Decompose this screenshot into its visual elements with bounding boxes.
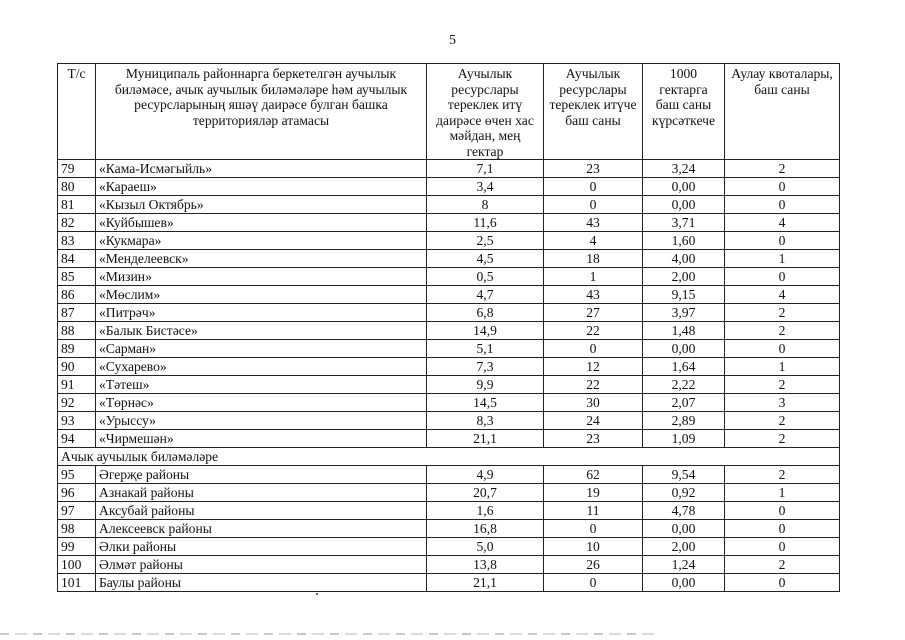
col-header-heads: Аучылык ресурслары тереклек итүче баш саны — [544, 64, 643, 160]
cell-area: 8 — [427, 196, 544, 214]
cell-area: 5,1 — [427, 340, 544, 358]
cell-quota: 2 — [725, 322, 840, 340]
cell-area: 5,0 — [427, 538, 544, 556]
cell-num: 82 — [58, 214, 96, 232]
cell-num: 100 — [58, 556, 96, 574]
cell-name: «Тәтеш» — [96, 376, 427, 394]
cell-density: 0,00 — [643, 340, 725, 358]
cell-density: 2,00 — [643, 268, 725, 286]
cell-heads: 27 — [544, 304, 643, 322]
cell-density: 2,22 — [643, 376, 725, 394]
cell-name: Аксубай районы — [96, 502, 427, 520]
table-row — [58, 286, 840, 304]
col-header-num: Т/с — [58, 64, 96, 160]
cell-area: 7,1 — [427, 160, 544, 178]
cell-density: 4,00 — [643, 250, 725, 268]
cell-density: 4,78 — [643, 502, 725, 520]
cell-num: 97 — [58, 502, 96, 520]
cell-num: 88 — [58, 322, 96, 340]
cell-heads: 18 — [544, 250, 643, 268]
cell-heads: 22 — [544, 322, 643, 340]
cell-density: 3,24 — [643, 160, 725, 178]
table-row — [58, 376, 840, 394]
table-row — [58, 160, 840, 178]
cell-num: 87 — [58, 304, 96, 322]
cell-quota: 0 — [725, 340, 840, 358]
table-row — [58, 250, 840, 268]
cell-name: «Мизин» — [96, 268, 427, 286]
cell-density: 0,92 — [643, 484, 725, 502]
col-header-name: Муниципаль районнарга беркетелгән аучылык биләмәсе, ачык аучылык биләмәләре һәм аучылык ресурсларының яшәү даирәсе булган башка территорияләр атамасы — [96, 64, 427, 160]
cell-heads: 19 — [544, 484, 643, 502]
cell-heads: 30 — [544, 394, 643, 412]
cell-num: 95 — [58, 466, 96, 484]
cell-quota: 0 — [725, 268, 840, 286]
cell-heads: 0 — [544, 520, 643, 538]
cell-area: 7,3 — [427, 358, 544, 376]
cell-heads: 43 — [544, 286, 643, 304]
cell-quota: 0 — [725, 520, 840, 538]
cell-name: Әгерҗе районы — [96, 466, 427, 484]
cell-area: 21,1 — [427, 430, 544, 448]
cell-quota: 2 — [725, 466, 840, 484]
cell-heads: 23 — [544, 430, 643, 448]
cell-num: 91 — [58, 376, 96, 394]
cell-heads: 22 — [544, 376, 643, 394]
cell-heads: 11 — [544, 502, 643, 520]
cell-num: 80 — [58, 178, 96, 196]
cell-name: «Кама-Исмәгыйль» — [96, 160, 427, 178]
cell-num: 101 — [58, 574, 96, 592]
scan-noise-line — [0, 633, 660, 635]
cell-name: «Кызыл Октябрь» — [96, 196, 427, 214]
cell-num: 98 — [58, 520, 96, 538]
cell-quota: 2 — [725, 376, 840, 394]
cell-quota: 1 — [725, 358, 840, 376]
cell-density: 3,71 — [643, 214, 725, 232]
section-label: Ачык аучылык биләмәләре — [58, 448, 840, 466]
quota-table — [57, 63, 840, 592]
cell-name: «Сухарево» — [96, 358, 427, 376]
cell-heads: 0 — [544, 574, 643, 592]
cell-name: Баулы районы — [96, 574, 427, 592]
cell-name: Алексеевск районы — [96, 520, 427, 538]
cell-num: 79 — [58, 160, 96, 178]
cell-density: 0,00 — [643, 520, 725, 538]
section-row — [58, 448, 840, 466]
cell-heads: 23 — [544, 160, 643, 178]
cell-heads: 0 — [544, 196, 643, 214]
cell-num: 89 — [58, 340, 96, 358]
cell-name: «Кукмара» — [96, 232, 427, 250]
table-row — [58, 232, 840, 250]
table-row — [58, 214, 840, 232]
cell-num: 85 — [58, 268, 96, 286]
table-row — [58, 358, 840, 376]
cell-name: «Чирмешән» — [96, 430, 427, 448]
cell-quota: 2 — [725, 412, 840, 430]
cell-quota: 0 — [725, 196, 840, 214]
cell-num: 86 — [58, 286, 96, 304]
cell-heads: 0 — [544, 178, 643, 196]
cell-area: 8,3 — [427, 412, 544, 430]
table-body-part2 — [58, 466, 840, 592]
cell-name: «Караеш» — [96, 178, 427, 196]
cell-quota: 4 — [725, 214, 840, 232]
table-row — [58, 196, 840, 214]
cell-quota: 4 — [725, 286, 840, 304]
cell-area: 1,6 — [427, 502, 544, 520]
cell-area: 2,5 — [427, 232, 544, 250]
cell-heads: 10 — [544, 538, 643, 556]
cell-area: 21,1 — [427, 574, 544, 592]
page-number: 5 — [449, 33, 456, 48]
cell-density: 1,64 — [643, 358, 725, 376]
cell-name: Азнакай районы — [96, 484, 427, 502]
col-header-area: Аучылык ресурслары тереклек итү даирәсе өчен хас мәйдан, мең гектар — [427, 64, 544, 160]
cell-area: 4,7 — [427, 286, 544, 304]
cell-heads: 1 — [544, 268, 643, 286]
cell-density: 1,24 — [643, 556, 725, 574]
cell-num: 84 — [58, 250, 96, 268]
cell-quota: 1 — [725, 250, 840, 268]
table-row — [58, 340, 840, 358]
cell-area: 13,8 — [427, 556, 544, 574]
cell-area: 14,5 — [427, 394, 544, 412]
cell-density: 1,48 — [643, 322, 725, 340]
cell-name: «Сарман» — [96, 340, 427, 358]
cell-area: 14,9 — [427, 322, 544, 340]
table-row — [58, 466, 840, 484]
cell-density: 9,15 — [643, 286, 725, 304]
cell-quota: 0 — [725, 538, 840, 556]
cell-density: 0,00 — [643, 196, 725, 214]
cell-quota: 0 — [725, 232, 840, 250]
cell-name: «Менделеевск» — [96, 250, 427, 268]
cell-name: Әлмәт районы — [96, 556, 427, 574]
cell-area: 20,7 — [427, 484, 544, 502]
cell-num: 90 — [58, 358, 96, 376]
cell-area: 16,8 — [427, 520, 544, 538]
table-row — [58, 556, 840, 574]
table-body-part1 — [58, 160, 840, 448]
cell-quota: 2 — [725, 160, 840, 178]
cell-quota: 0 — [725, 178, 840, 196]
cell-quota: 2 — [725, 556, 840, 574]
cell-density: 1,09 — [643, 430, 725, 448]
cell-name: «Балык Бистәсе» — [96, 322, 427, 340]
table-header-row — [58, 64, 840, 160]
cell-heads: 0 — [544, 340, 643, 358]
cell-heads: 26 — [544, 556, 643, 574]
cell-density: 1,60 — [643, 232, 725, 250]
cell-name: «Төрнәс» — [96, 394, 427, 412]
col-header-quota: Аулау квоталары, баш саны — [725, 64, 840, 160]
table-row — [58, 502, 840, 520]
cell-quota: 1 — [725, 484, 840, 502]
cell-name: «Урыссу» — [96, 412, 427, 430]
cell-area: 0,5 — [427, 268, 544, 286]
cell-quota: 2 — [725, 430, 840, 448]
table-row — [58, 430, 840, 448]
cell-density: 3,97 — [643, 304, 725, 322]
table-section — [58, 448, 840, 466]
cell-density: 2,07 — [643, 394, 725, 412]
table-row — [58, 304, 840, 322]
cell-area: 4,9 — [427, 466, 544, 484]
cell-density: 0,00 — [643, 574, 725, 592]
cell-density: 2,00 — [643, 538, 725, 556]
table-row — [58, 412, 840, 430]
cell-density: 2,89 — [643, 412, 725, 430]
cell-area: 3,4 — [427, 178, 544, 196]
cell-name: «Мөслим» — [96, 286, 427, 304]
cell-quota: 0 — [725, 574, 840, 592]
table-row — [58, 394, 840, 412]
col-header-density: 1000 гектарга баш саны күрсәткече — [643, 64, 725, 160]
cell-num: 92 — [58, 394, 96, 412]
cell-heads: 12 — [544, 358, 643, 376]
cell-heads: 43 — [544, 214, 643, 232]
scan-dot — [316, 593, 318, 595]
table-row — [58, 178, 840, 196]
table-row — [58, 538, 840, 556]
table-row — [58, 484, 840, 502]
cell-area: 6,8 — [427, 304, 544, 322]
cell-num: 81 — [58, 196, 96, 214]
cell-quota: 2 — [725, 304, 840, 322]
table-row — [58, 520, 840, 538]
cell-name: «Питрәч» — [96, 304, 427, 322]
cell-heads: 4 — [544, 232, 643, 250]
cell-heads: 24 — [544, 412, 643, 430]
cell-quota: 3 — [725, 394, 840, 412]
table-row — [58, 322, 840, 340]
cell-num: 96 — [58, 484, 96, 502]
cell-num: 93 — [58, 412, 96, 430]
cell-num: 99 — [58, 538, 96, 556]
table-row — [58, 268, 840, 286]
cell-heads: 62 — [544, 466, 643, 484]
cell-density: 0,00 — [643, 178, 725, 196]
cell-num: 94 — [58, 430, 96, 448]
cell-area: 11,6 — [427, 214, 544, 232]
cell-quota: 0 — [725, 502, 840, 520]
cell-num: 83 — [58, 232, 96, 250]
cell-area: 9,9 — [427, 376, 544, 394]
cell-density: 9,54 — [643, 466, 725, 484]
table-row — [58, 574, 840, 592]
cell-area: 4,5 — [427, 250, 544, 268]
cell-name: Әлки районы — [96, 538, 427, 556]
cell-name: «Куйбышев» — [96, 214, 427, 232]
